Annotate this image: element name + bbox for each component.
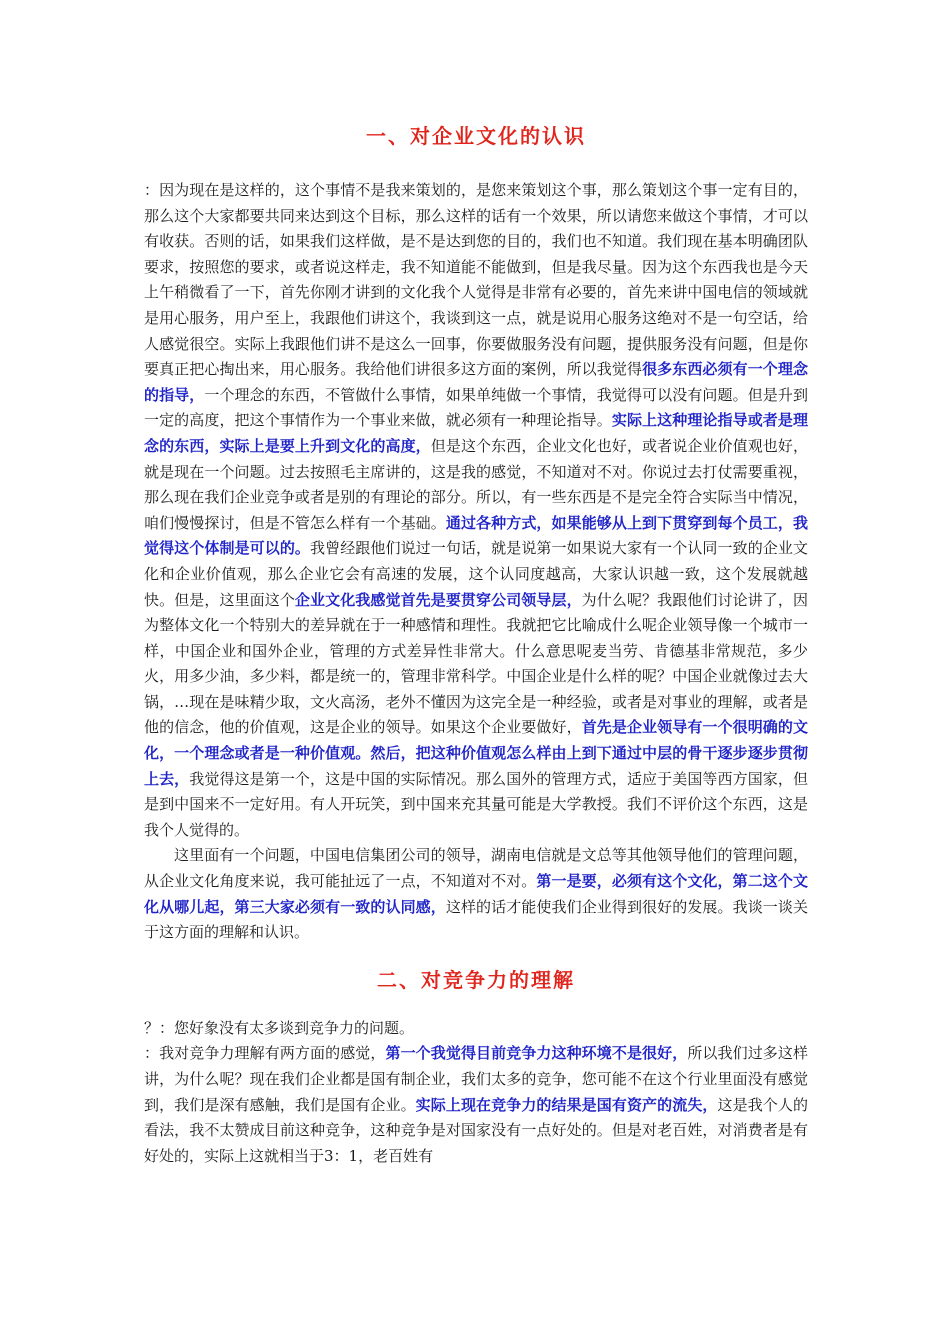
section-2-heading: 二、对竞争力的理解 xyxy=(377,967,575,992)
section-2-paragraph-1 xyxy=(144,1041,808,1169)
body-text: 这样的话才能使我们企业得到很好的发展。我谈一谈关于这方面的理解和认识。 xyxy=(144,897,808,942)
highlighted-text: 第一个我觉得目前竞争力这种环境不是很好， xyxy=(385,1044,688,1063)
document-page xyxy=(144,110,808,1169)
body-text: 我觉得这是第一个，这是中国的实际情况。那么国外的管理方式，适应于美国等西方国家，但是到中国来不一定好用。有人开玩笑，到中国来充其量可能是大学教授。我们不评价这个东西，这是我个人觉得的。 xyxy=(144,769,808,839)
body-text: 这里面有一个问题，中国电信集团公司的领导，湖南电信就是文总等其他领导他们的管理问题，从企业文化角度来说，我可能扯远了一点，不知道对不对。 xyxy=(144,846,808,891)
body-text: 所以我们过多这样讲，为什么呢？现在我们企业都是国有制企业，我们太多的竞争，您可能不在这个行业里面没有感觉到，我们是深有感触，我们是国有企业。 xyxy=(144,1044,808,1114)
section-1-heading: 一、对企业文化的认识 xyxy=(366,124,586,148)
highlighted-text: 通过各种方式，如果能够从上到下贯穿到每个员工，我觉得这个体制是可以的。 xyxy=(144,513,808,558)
highlighted-text: 企业文化我感觉首先是要贯穿公司领导层， xyxy=(294,590,582,609)
highlighted-text: 第一是要，必须有这个文化，第二这个文化从哪儿起，第三大家必须有一致的认同感， xyxy=(144,872,808,916)
section-2-question: ？：您好象没有太多谈到竞争力的问题。 xyxy=(144,1018,415,1037)
body-text: ：因为现在是这样的，这个事情不是我来策划的，是您来策划这个事，那么策划这个事一定有目的，那么这个大家都要共同来达到这个目标，那么这样的话有一个效果，所以请您来做这个事情，才可以有收获。否则的话，如果我们这样做，是不是达到您的目的，我们也不知道。我们现在基本明确团队要求，按照您的要求，或者说这样走，我不知道能不能做到，但是我尽量。因为这个东西我也是今天上午稍微看了一下，首先你刚才讲到的文化我个人觉得是非常有必要的，首先来讲中国电信的领域就是用心服务，用户至上，我跟他们讲这个，我谈到这一点，就是说用心服务这绝对不是一句空话，给人感觉很空。实际上我跟他们讲不是这么一回事，你要做服务没有问题，提供服务没有问题，但是你要真正把心掏出来，用心服务。我给他们讲很多这方面的案例，所以我觉得 xyxy=(144,181,808,379)
highlighted-text: 首先是企业领导有一个很明确的文化，一个理念或者是一种价值观。然后，把这种价值观怎么样由上到下通过中层的骨干逐步逐步贯彻上去， xyxy=(144,718,808,788)
body-text: 但是这个东西，企业文化也好，或者说企业价值观也好，就是现在一个问题。过去按照毛主席讲的，这是我的感觉，不知道对不对。你说过去打仗需要重视，那么现在我们企业竞争或者是别的有理论的部分。所以，有一些东西是不是完全符合实际当中情况，咱们慢慢探讨，但是不管怎么样有一个基础。 xyxy=(144,436,808,532)
body-text: ：我对竞争力理解有两方面的感觉， xyxy=(144,1044,386,1063)
body-text: 我曾经跟他们说过一句话，就是说第一如果说大家有一个认同一致的企业文化和企业价值观，那么企业它会有高速的发展，这个认同度越高，大家认识越一致，这个发展就越快。但是，这里面这个 xyxy=(144,539,808,609)
body-text: 为什么呢？我跟他们讨论讲了，因为整体文化一个特别大的差异就在于一种感情和理性。我就把它比喻成什么呢企业领导像一个城市一样，中国企业和国外企业，管理的方式差异性非常大。什么意思呢麦当劳、肯德基非常规范，多少火，用多少油，多少料，都是统一的，管理非常科学。中国企业是什么样的呢？中国企业就像过去大锅，…现在是味精少取，文火高汤，老外不懂因为这完全是一种经验，或者是对事业的理解，或者是他的信念，他的价值观，这是企业的领导。如果这个企业要做好， xyxy=(144,590,808,737)
highlighted-text: 很多东西必须有一个理念的指导， xyxy=(144,360,808,404)
section-1-paragraph-1 xyxy=(144,178,808,843)
highlighted-text: 实际上现在竞争力的结果是国有资产的流失， xyxy=(415,1095,718,1114)
highlighted-text: 实际上这种理论指导或者是理念的东西，实际上是要上升到文化的高度， xyxy=(144,411,808,455)
section-1-paragraph-2 xyxy=(144,843,808,945)
body-text: 这是我个人的看法，我不太赞成目前这种竞争，这种竞争是对国家没有一点好处的。但是对老百姓，对消费者是有好处的，实际上这就相当于3：1，老百姓有 xyxy=(144,1095,808,1165)
body-text: 一个理念的东西，不管做什么事情，如果单纯做一个事情，我觉得可以没有问题。但是升到一定的高度，把这个事情作为一个事业来做，就必须有一种理论指导。 xyxy=(144,385,808,430)
